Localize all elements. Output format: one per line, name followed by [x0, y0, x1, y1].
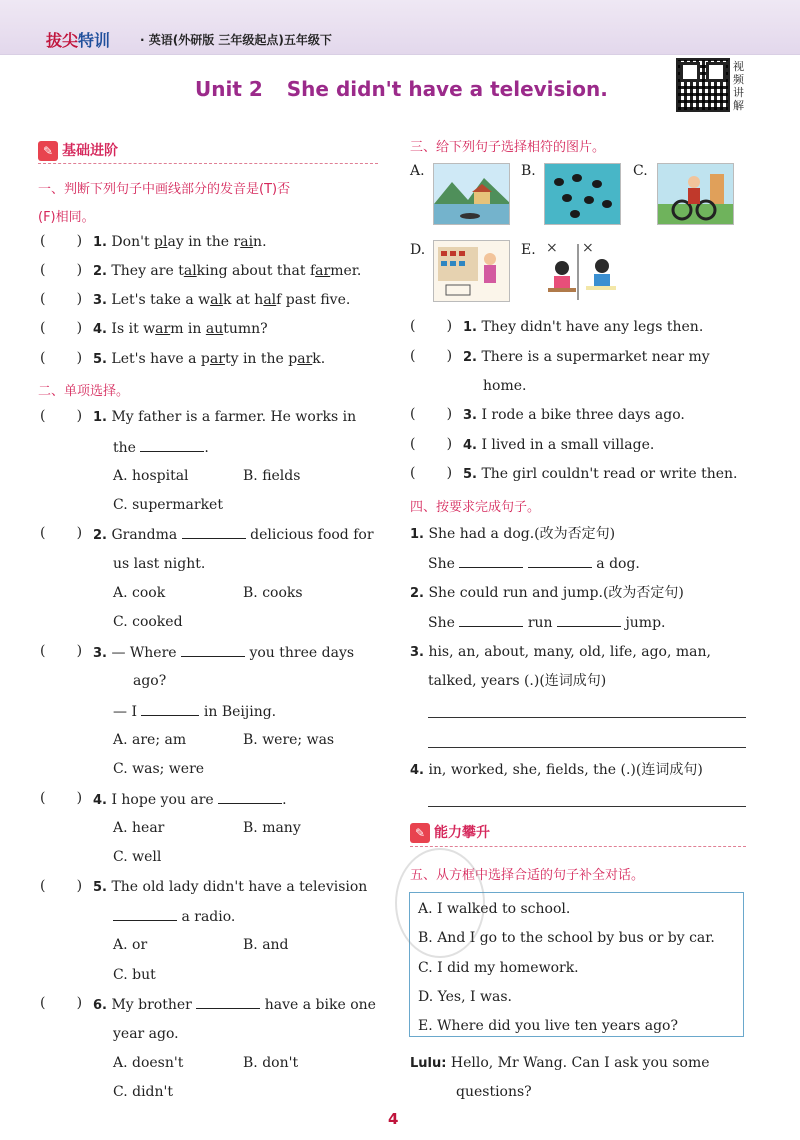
- part4-heading: 四、按要求完成句子。: [410, 500, 541, 515]
- bike-picture[interactable]: [657, 163, 734, 225]
- choice-a[interactable]: A. I walked to school.: [418, 901, 571, 917]
- divider: [410, 846, 746, 847]
- question-3-cont: ago?: [133, 673, 167, 689]
- book-series: · 英语(外研版 三年级起点)五年级下: [140, 33, 332, 47]
- svg-text:×: ×: [546, 240, 558, 256]
- option-b[interactable]: B. many: [243, 820, 301, 836]
- option-c[interactable]: C. was; were: [113, 761, 205, 777]
- pencil-icon: ✎: [410, 823, 430, 843]
- reading-picture[interactable]: [544, 240, 621, 302]
- answer-paren[interactable]: ( ): [40, 291, 83, 307]
- answer-paren[interactable]: ( ): [40, 408, 83, 424]
- option-a[interactable]: A. doesn't: [113, 1055, 184, 1071]
- village-picture[interactable]: [433, 163, 510, 225]
- sentence-1-answer[interactable]: She a dog.: [428, 556, 640, 572]
- answer-paren[interactable]: ( ): [40, 525, 83, 541]
- answer-paren[interactable]: ( ): [40, 790, 83, 806]
- answer-line[interactable]: [428, 717, 746, 718]
- question-5-cont: a radio.: [113, 907, 235, 926]
- part2-heading: 二、单项选择。: [38, 384, 130, 399]
- section-badge-advanced: ✎ 能力攀升: [410, 822, 490, 846]
- question-5: 5. The old lady didn't have a television: [93, 879, 368, 895]
- option-c[interactable]: C. but: [113, 967, 156, 983]
- watermark-stamp: [395, 848, 485, 958]
- header-bar: [0, 0, 800, 55]
- page-number: 4: [388, 1110, 399, 1128]
- question-4: 4. I hope you are .: [93, 792, 287, 808]
- answer-paren[interactable]: ( ): [40, 262, 83, 278]
- answer-paren[interactable]: ( ): [40, 320, 83, 336]
- part5-heading: 五、从方框中选择合适的句子补全对话。: [410, 868, 645, 883]
- list-item: 1. Don't play in the rain.: [93, 234, 267, 250]
- brand-logo: 拔尖特训: [46, 31, 111, 50]
- answer-line[interactable]: [428, 747, 746, 748]
- answer-paren[interactable]: ( ): [410, 465, 453, 481]
- divider: [38, 163, 378, 164]
- option-a[interactable]: A. cook: [113, 585, 166, 601]
- sentence-4: 4. in, worked, she, fields, the (.)(连词成句): [410, 762, 703, 778]
- pic-label: B.: [521, 163, 536, 179]
- question-6-cont: year ago.: [113, 1026, 179, 1042]
- qr-label: 视频讲解: [733, 60, 744, 112]
- list-item: 5. Let's have a party in the park.: [93, 351, 326, 367]
- question-2-cont: us last night.: [113, 556, 206, 572]
- option-a[interactable]: A. hospital: [113, 468, 189, 484]
- pic-label: A.: [410, 163, 425, 179]
- answer-paren[interactable]: ( ): [40, 995, 83, 1011]
- question-3-reply: — I in Beijing.: [113, 704, 277, 720]
- svg-text:×: ×: [582, 240, 594, 256]
- sentence-3-cont: talked, years (.)(连词成句): [428, 673, 607, 689]
- supermarket-picture[interactable]: [433, 240, 510, 302]
- part3-heading: 三、给下列句子选择相符的图片。: [410, 140, 606, 155]
- choice-b[interactable]: B. And I go to the school by bus or by car.: [418, 930, 715, 946]
- list-item: 1. They didn't have any legs then.: [463, 319, 704, 335]
- option-a[interactable]: A. hear: [113, 820, 165, 836]
- answer-paren[interactable]: ( ): [40, 643, 83, 659]
- tadpoles-picture[interactable]: [544, 163, 621, 225]
- dialog-line: Lulu: Hello, Mr Wang. Can I ask you some: [410, 1055, 710, 1071]
- choice-e[interactable]: E. Where did you live ten years ago?: [418, 1018, 678, 1034]
- list-item-cont: home.: [483, 378, 527, 394]
- question-6: 6. My brother have a bike one: [93, 997, 376, 1013]
- qr-code-icon[interactable]: [676, 58, 730, 112]
- list-item: 4. I lived in a small village.: [463, 437, 655, 453]
- option-a[interactable]: A. are; am: [113, 732, 187, 748]
- question-1: 1. My father is a farmer. He works in: [93, 409, 357, 425]
- sentence-2-answer[interactable]: She run jump.: [428, 615, 666, 631]
- option-c[interactable]: C. well: [113, 849, 162, 865]
- answer-paren[interactable]: ( ): [410, 436, 453, 452]
- question-3: 3. — Where you three days: [93, 645, 355, 661]
- answer-paren[interactable]: ( ): [410, 406, 453, 422]
- dialog-line-cont: questions?: [456, 1084, 532, 1100]
- option-b[interactable]: B. were; was: [243, 732, 335, 748]
- option-c[interactable]: C. cooked: [113, 614, 183, 630]
- choice-c[interactable]: C. I did my homework.: [418, 960, 579, 976]
- option-c[interactable]: C. supermarket: [113, 497, 223, 513]
- option-b[interactable]: B. fields: [243, 468, 301, 484]
- option-b[interactable]: B. and: [243, 937, 289, 953]
- answer-line[interactable]: [428, 806, 746, 807]
- list-item: 3. Let's take a walk at half past five.: [93, 292, 351, 308]
- page-title: Unit 2 She didn't have a television.: [195, 77, 608, 101]
- part1-heading-cont: (F)相同。: [38, 210, 95, 225]
- list-item: 4. Is it warm in autumn?: [93, 321, 268, 337]
- pic-label: C.: [633, 163, 648, 179]
- section-badge-basic: ✎ 基础进阶: [38, 140, 118, 164]
- question-1-cont: the .: [113, 440, 209, 456]
- question-2: 2. Grandma delicious food for: [93, 527, 374, 543]
- list-item: 2. They are talking about that farmer.: [93, 263, 362, 279]
- pic-label: E.: [521, 242, 536, 258]
- answer-paren[interactable]: ( ): [410, 348, 453, 364]
- pencil-icon: ✎: [38, 141, 58, 161]
- option-a[interactable]: A. or: [113, 937, 148, 953]
- list-item: 3. I rode a bike three days ago.: [463, 407, 685, 423]
- option-c[interactable]: C. didn't: [113, 1084, 174, 1100]
- list-item: 5. The girl couldn't read or write then.: [463, 466, 738, 482]
- sentence-2: 2. She could run and jump.(改为否定句): [410, 585, 684, 601]
- pic-label: D.: [410, 242, 426, 258]
- answer-paren[interactable]: ( ): [40, 350, 83, 366]
- part1-heading: 一、判断下列句子中画线部分的发音是(T)否: [38, 182, 291, 197]
- sentence-1: 1. She had a dog.(改为否定句): [410, 526, 616, 542]
- answer-paren[interactable]: ( ): [40, 878, 83, 894]
- list-item: 2. There is a supermarket near my: [463, 349, 710, 365]
- option-b[interactable]: B. cooks: [243, 585, 303, 601]
- option-b[interactable]: B. don't: [243, 1055, 299, 1071]
- choice-d[interactable]: D. Yes, I was.: [418, 989, 512, 1005]
- sentence-3: 3. his, an, about, many, old, life, ago, man,: [410, 644, 711, 660]
- answer-paren[interactable]: ( ): [410, 318, 453, 334]
- answer-paren[interactable]: ( ): [40, 233, 83, 249]
